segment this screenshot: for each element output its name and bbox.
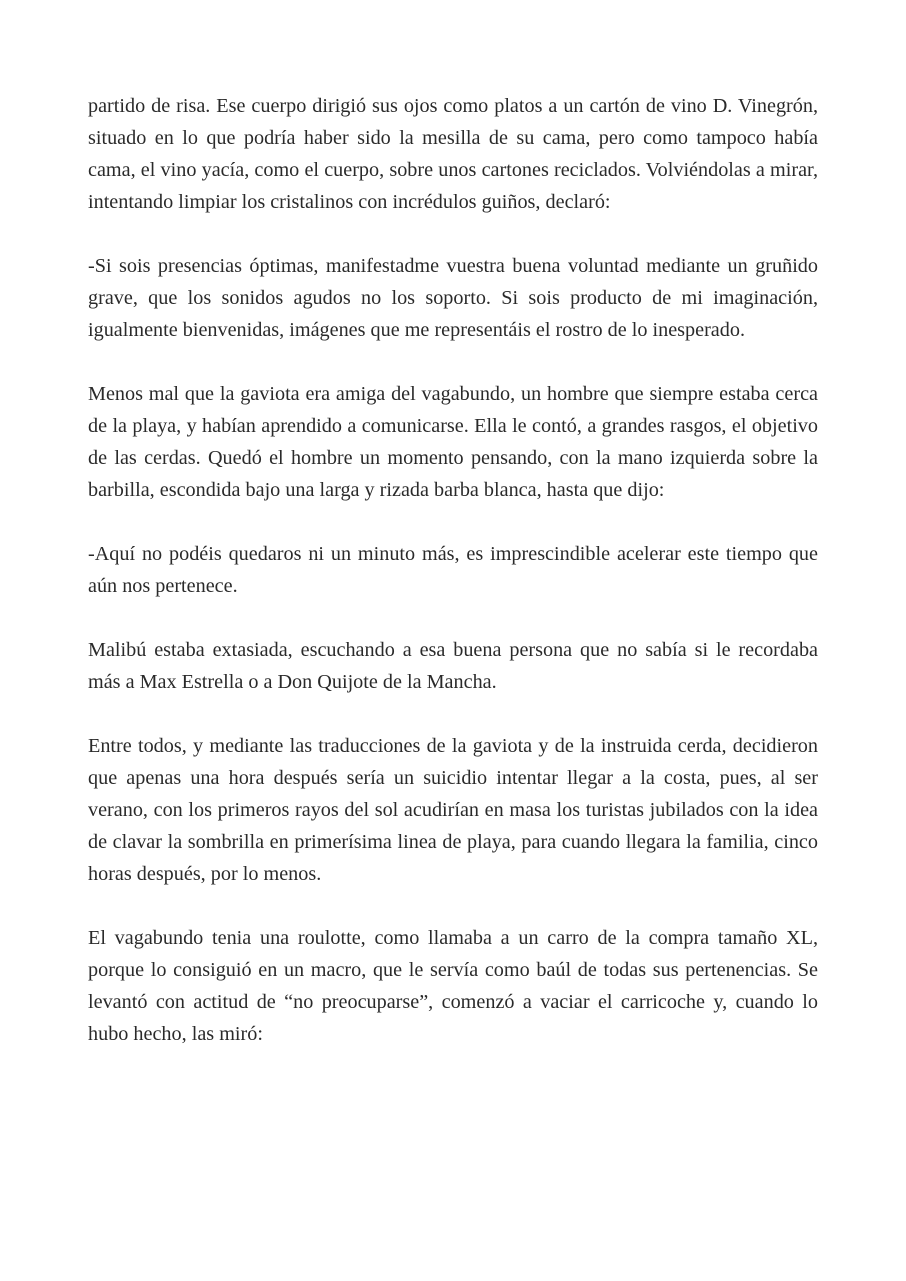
paragraph-4: -Aquí no podéis quedaros ni un minuto más, es imprescindible acelerar este tiempo que aún nos pertenece. bbox=[88, 543, 818, 597]
paragraph-3: Menos mal que la gaviota era amiga del vagabundo, un hombre que siempre estaba cerca de la playa, y habían aprendido a comunicarse. Ella le contó, a grandes rasgos, el objetivo de las cerdas. Quedó el hombre un momento pensando, con la mano izquierda sobre la barbilla, escondida bajo una larga y rizada barba blanca, hasta que dijo: bbox=[88, 383, 818, 501]
paragraph-7: El vagabundo tenia una roulotte, como llamaba a un carro de la compra tamaño XL, porque lo consiguió en un macro, que le servía como baúl de todas sus pertenencias. Se levantó con actitud de “no preocuparse”, comenzó a vaciar el carricoche y, cuando lo hubo hecho, las miró: bbox=[88, 927, 818, 1045]
paragraph-1: partido de risa. Ese cuerpo dirigió sus ojos como platos a un cartón de vino D. Vinegrón, situado en lo que podría haber sido la mesilla de su cama, pero como tampoco había cama, el vino yacía, como el cuerpo, sobre unos cartones reciclados. Volviéndolas a mirar, intentando limpiar los cristalinos con incrédulos guiños, declaró: bbox=[88, 95, 818, 213]
document-page bbox=[88, 90, 818, 1050]
paragraph-5: Malibú estaba extasiada, escuchando a esa buena persona que no sabía si le recordaba más a Max Estrella o a Don Quijote de la Mancha. bbox=[88, 639, 818, 693]
paragraph-2: -Si sois presencias óptimas, manifestadme vuestra buena voluntad mediante un gruñido grave, que los sonidos agudos no los soporto. Si sois producto de mi imaginación, igualmente bienvenidas, imágenes que me representáis el rostro de lo inesperado. bbox=[88, 255, 818, 341]
paragraph-6: Entre todos, y mediante las traducciones de la gaviota y de la instruida cerda, decidieron que apenas una hora después sería un suicidio intentar llegar a la costa, pues, al ser verano, con los primeros rayos del sol acudirían en masa los turistas jubilados con la idea de clavar la sombrilla en primerísima linea de playa, para cuando llegara la familia, cinco horas después, por lo menos. bbox=[88, 735, 818, 885]
